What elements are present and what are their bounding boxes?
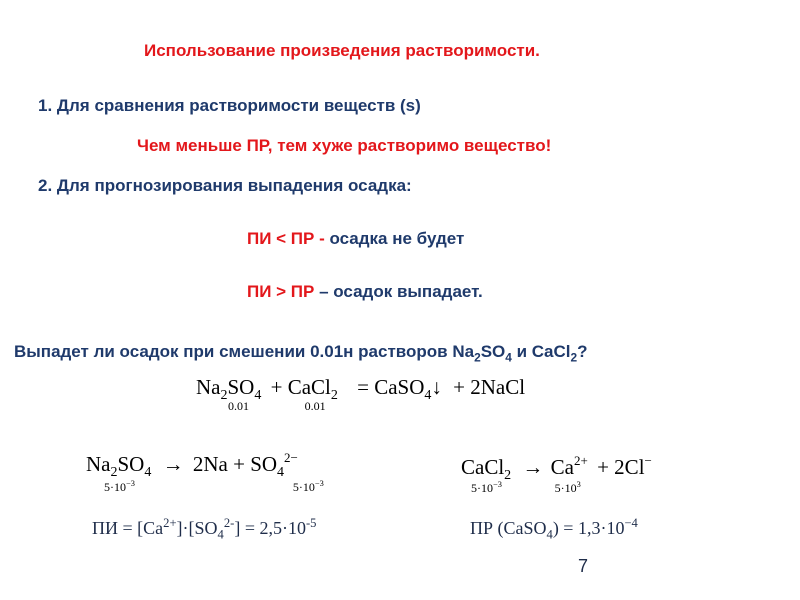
formula-sub: 2 — [330, 388, 338, 403]
formula-sub: 4 — [254, 388, 262, 403]
concentration-exp: 3 — [576, 480, 581, 489]
question-sub: 2 — [474, 350, 481, 365]
formula-sup: -5 — [305, 516, 317, 530]
formula-part: CaCl — [461, 455, 505, 479]
concentration-base: 5·10 — [292, 480, 315, 494]
formula-sub: 2 — [220, 388, 228, 403]
formula-part: ] = 2,5·10 — [234, 518, 306, 538]
question-sub: 4 — [505, 350, 512, 365]
question-text: ? — [577, 342, 588, 361]
formula-part: ПИ = [Ca — [92, 518, 164, 538]
formula-part: + CaCl — [270, 375, 331, 399]
question — [14, 342, 588, 365]
page-number: 7 — [578, 556, 589, 576]
formula-sub: 4 — [217, 527, 224, 542]
formula-sup: 2+ — [574, 453, 588, 468]
condition-1-inequality: ПИ < ПР - — [247, 229, 330, 248]
condition-2 — [247, 282, 483, 302]
precipitate-arrow-icon: ↓ — [431, 375, 442, 399]
formula-part: ]·[SO — [176, 518, 218, 538]
condition-2-inequality: ПИ > ПР — [247, 282, 315, 301]
concentration-label: 0.01 — [304, 399, 326, 413]
question-text: и CaCl — [511, 342, 571, 361]
ion-product — [92, 516, 317, 542]
formula-sup: 2+ — [163, 516, 177, 530]
reaction-arrow-icon: → — [522, 455, 544, 479]
formula-sub: 4 — [277, 465, 285, 480]
product-nacl: + 2NaCl — [453, 375, 526, 399]
formula-sub: 4 — [144, 465, 152, 480]
reaction-arrow-icon: → — [162, 452, 184, 476]
concentration-base: 5·10 — [471, 481, 493, 495]
formula-sup: −4 — [624, 516, 638, 530]
concentration-base: 5·10 — [104, 480, 126, 494]
formula-part: Ca — [550, 455, 574, 479]
formula-part: Na — [86, 452, 111, 476]
formula-part: 2Na + SO — [192, 452, 278, 476]
product-caso4 — [357, 375, 447, 403]
formula-sub: 2 — [504, 468, 512, 483]
reactant-cacl2 — [270, 375, 338, 413]
question-text: Выпадет ли осадок при смешении 0.01н растворов Na — [14, 342, 475, 361]
concentration-exp: −3 — [493, 480, 502, 489]
formula-sub: 4 — [546, 527, 553, 542]
concentration-label — [555, 481, 581, 496]
formula-sub: 2 — [110, 465, 118, 480]
formula-part: Na — [196, 375, 221, 399]
reaction-equation — [196, 375, 526, 413]
concentration-exp: −3 — [126, 479, 135, 488]
formula-part: ПР (CaSO — [470, 518, 547, 538]
condition-1-text: осадка не будет — [329, 229, 465, 248]
item-2: 2. Для прогнозирования выпадения осадка: — [38, 176, 412, 195]
formula-sup: 2− — [284, 450, 298, 465]
condition-2-text: – осадок выпадает. — [314, 282, 483, 301]
condition-1 — [247, 229, 464, 249]
formula-sub: 4 — [424, 388, 432, 403]
concentration-label — [471, 481, 502, 496]
formula-sup: 2- — [223, 516, 235, 530]
concentration-exp: −3 — [314, 479, 324, 488]
slide-title: Использование произведения растворимости. — [144, 41, 540, 60]
formula-part: ) = 1,3·10 — [552, 518, 625, 538]
concentration-base: 5·10 — [554, 481, 577, 495]
formula-part: = CaSO — [357, 375, 425, 399]
solubility-product — [470, 516, 638, 542]
concentration-label — [104, 480, 135, 495]
dissociation-2-chloride: + 2Cl — [597, 455, 645, 479]
question-sub: 2 — [570, 350, 578, 365]
concentration-label: 0.01 — [228, 399, 249, 413]
formula-part: SO — [227, 375, 255, 399]
question-text: SO — [480, 342, 506, 361]
item-1: 1. Для сравнения растворимости веществ (s) — [38, 96, 421, 115]
reactant-na2so4 — [196, 375, 262, 413]
concentration-label — [293, 480, 324, 495]
item-1-note: Чем меньше ПР, тем хуже растворимо вещество! — [137, 136, 552, 155]
formula-part: SO — [117, 452, 145, 476]
formula-sup: − — [644, 453, 652, 468]
